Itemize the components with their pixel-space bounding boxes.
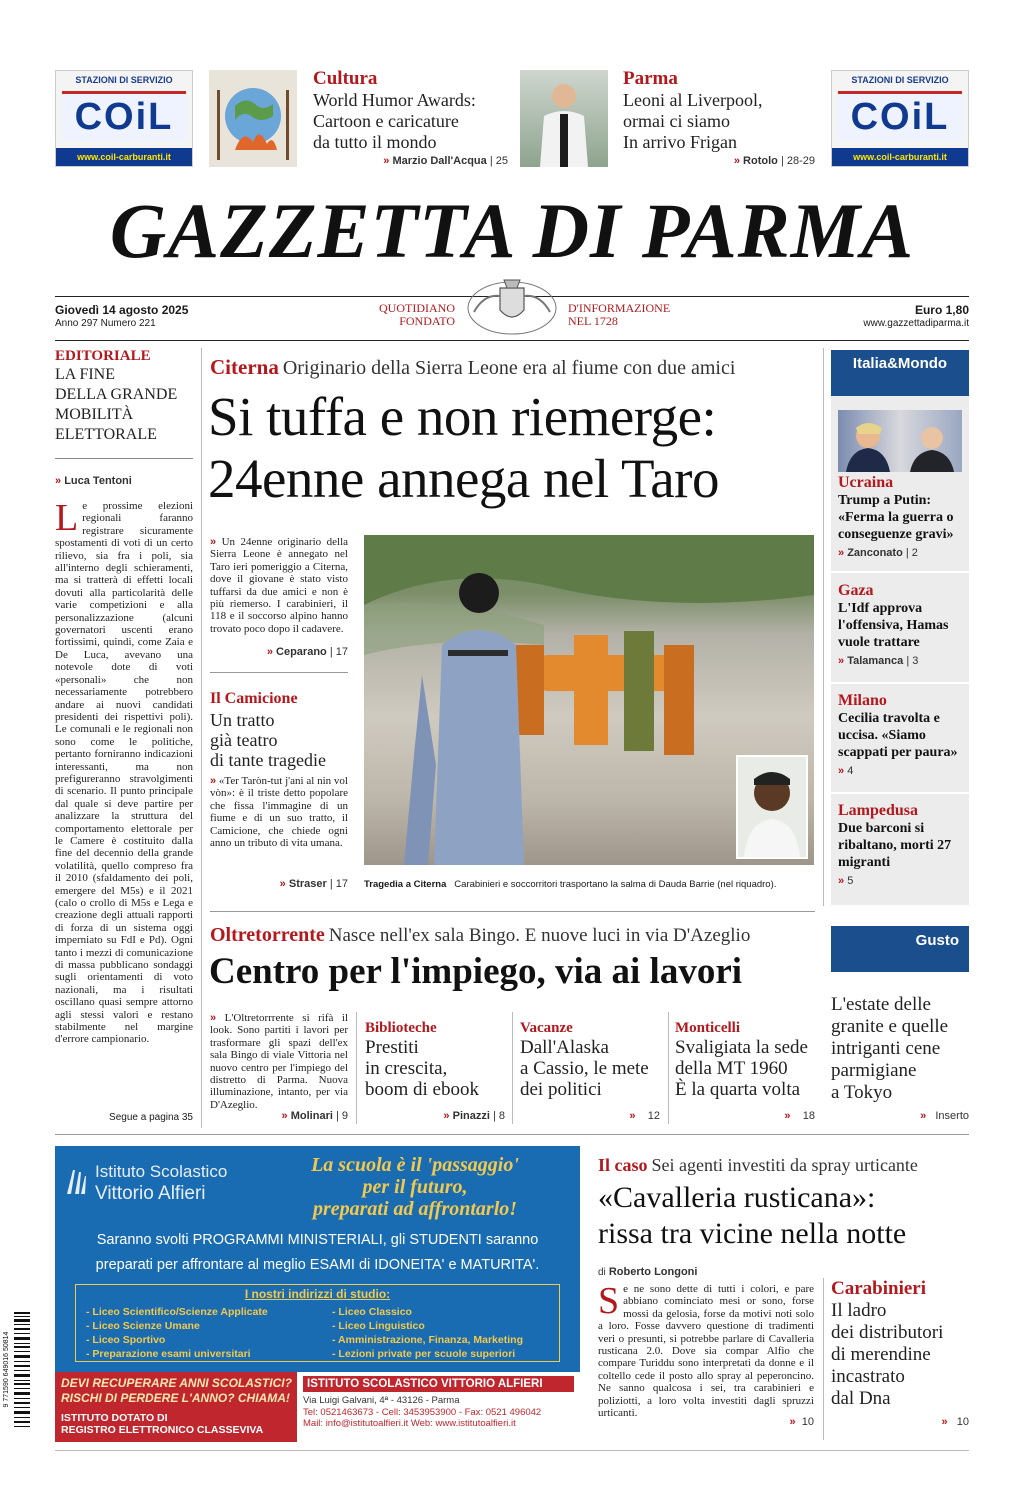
editorial-dropcap: L	[55, 500, 79, 539]
alfieri-slogan-2: per il futuro,	[362, 1176, 468, 1198]
im-item-1-byline	[838, 547, 966, 559]
brief-3-line-3: È la quarta volta	[675, 1079, 801, 1100]
caso-headline[interactable]	[598, 1180, 970, 1252]
below-fold-rule	[55, 1134, 969, 1135]
carabinieri[interactable]	[831, 1278, 971, 1410]
editorial-title-line-2: DELLA GRANDE	[55, 386, 178, 403]
im-item-2[interactable]	[838, 582, 966, 667]
chevron-right-icon: »	[383, 155, 390, 167]
alfieri-logo-icon	[65, 1166, 87, 1196]
camicione-text: «Ter Taròn-tut j'ani al nin vol vòn»: è il triste detto popolare che fissa l'immagine di un fiume e di un suo tratto, il Camicione, che chiede ogni anno un tributo di vita umana.	[210, 775, 348, 850]
im-item-4-page: 5	[847, 875, 854, 887]
lead-caption-kicker: Tragedia a Citerna	[364, 879, 447, 890]
brief-1-title	[365, 1037, 507, 1100]
oltretorrente-subhead: Nasce nell'ex sala Bingo. E nuove luci in via D'Azeglio	[328, 925, 751, 946]
camicione-title-line-1: Un tratto	[210, 710, 275, 730]
gusto-line-2: granite e quelle	[831, 1016, 949, 1037]
chevron-right-icon: »	[838, 655, 845, 667]
editorial-title	[55, 365, 193, 445]
masthead-title: GAZZETTA DI PARMA	[109, 187, 915, 274]
brief-1-author: Pinazzi	[452, 1110, 490, 1122]
oltretorrente-author: Molinari	[290, 1110, 333, 1122]
oltretorrente-kicker: Oltretorrente	[210, 924, 325, 946]
alfieri-contacts	[297, 1392, 580, 1430]
alfieri-reg-line-1: ISTITUTO DOTATO DI	[61, 1412, 168, 1424]
im-divider-1	[831, 571, 969, 573]
alfieri-left-item-1: - Liceo Scientifico/Scienze Applicate	[86, 1306, 268, 1318]
chevron-right-icon: »	[55, 475, 62, 487]
im-item-3-page: 4	[847, 765, 854, 777]
im-item-4-kicker: Lampedusa	[838, 802, 919, 819]
teaser-cultura-kicker: Cultura	[313, 68, 378, 89]
alfieri-list-left	[86, 1305, 268, 1361]
coil-ad-right[interactable]	[831, 70, 969, 167]
masthead-tag-right	[568, 302, 688, 328]
masthead-tag-left	[365, 302, 455, 328]
im-item-1-page: | 2	[905, 547, 918, 559]
alfieri-slogan	[255, 1154, 575, 1220]
caso-page-byline	[598, 1416, 814, 1428]
chevron-right-icon: »	[838, 765, 845, 777]
brief-3-line-1: Svaligiata la sede	[675, 1037, 808, 1058]
gusto-line-4: parmigiane	[831, 1060, 917, 1081]
teaser-cultura-line-1: World Humor Awards:	[313, 90, 476, 110]
teaser-cultura-author: Marzio Dall'Acqua	[392, 155, 487, 167]
parma-thumbnail[interactable]	[520, 70, 608, 167]
coil-ad-header: STAZIONI DI SERVIZIO	[851, 75, 949, 85]
caso-subhead: Sei agenti investiti da spray urticante	[651, 1155, 918, 1175]
brief-2-byline	[520, 1110, 660, 1122]
editorial-kicker: EDITORIALE	[55, 348, 151, 364]
im-item-3[interactable]	[838, 692, 966, 777]
lead-headline-line-1: Si tuffa e non riemerge:	[208, 386, 717, 447]
lead-headline[interactable]	[208, 386, 818, 510]
chevron-right-icon: »	[281, 1110, 288, 1122]
alfieri-brand-1: Istituto Scolastico	[95, 1162, 228, 1181]
coat-of-arms-icon	[462, 268, 562, 338]
chevron-right-icon: »	[443, 1110, 450, 1122]
caso-byline	[598, 1266, 697, 1278]
alfieri-mail[interactable]: Mail: info@istitutoalfieri.it Web: www.istitutoalfieri.it	[303, 1418, 516, 1429]
chevron-right-icon: »	[210, 1012, 217, 1024]
chevron-right-icon: »	[941, 1416, 948, 1428]
gusto-byline	[831, 1110, 969, 1122]
lead-photo[interactable]	[364, 535, 814, 865]
carabinieri-kicker: Carabinieri	[831, 1278, 926, 1299]
chevron-right-icon: »	[784, 1110, 791, 1122]
coil-url: www.coil-carburanti.it	[56, 148, 192, 166]
caso-kicker: Il caso	[598, 1155, 648, 1175]
lead-kicker: Citerna	[210, 355, 279, 379]
brief-monticelli[interactable]	[675, 1020, 820, 1100]
brief-3-line-2: della MT 1960	[675, 1058, 788, 1079]
teaser-parma-page: | 28-29	[780, 155, 815, 167]
im-item-4-byline	[838, 875, 966, 887]
carabinieri-page: 10	[956, 1416, 969, 1428]
chevron-right-icon: »	[266, 646, 273, 658]
carabinieri-line-4: incastrato	[831, 1366, 905, 1387]
editorial-rule	[55, 458, 193, 459]
caso-page: 10	[801, 1416, 814, 1428]
camicione-title-line-3: di tante tragedie	[210, 750, 326, 770]
camicione-title-line-2: già teatro	[210, 730, 278, 750]
masthead-date: Giovedì 14 agosto 2025	[55, 303, 189, 317]
brief-1-line-2: in crescita,	[365, 1058, 448, 1079]
camicione-kicker: Il Camicione	[210, 690, 298, 707]
carabinieri-byline	[831, 1416, 969, 1428]
alfieri-slogan-3: preparati ad affrontarlo!	[312, 1198, 518, 1220]
oltretorrente-subhead-row	[210, 924, 815, 947]
column-divider-right	[823, 348, 824, 906]
camicione-byline	[210, 878, 348, 890]
lead-headline-line-2: 24enne annega nel Taro	[208, 448, 719, 509]
im-item-1-author: Zanconato	[847, 547, 903, 559]
editorial-continue[interactable]: Segue a pagina 35	[109, 1112, 193, 1123]
oltretorrente-text: L'Oltretorrrente si rifà il look. Sono partiti i lavori per trasformare gli spazi dell'ex sala Bingo di viale Vittoria nel nuovo centro per l'impiego del distretto di Parma. Nuova illuminazione, intanto, per via D'Azeglio.	[210, 1012, 348, 1111]
editorial[interactable]	[55, 348, 193, 445]
oltretorrente-headline[interactable]: Centro per l'impiego, via ai lavori	[209, 951, 743, 992]
brief-2-kicker: Vacanze	[520, 1020, 573, 1036]
caso-by: di	[598, 1267, 606, 1278]
lead-subhead: Originario della Sierra Leone era al fiume con due amici	[282, 357, 736, 379]
masthead-tag-right-2: NEL 1728	[568, 314, 618, 328]
brief-1-line-3: boom di ebook	[365, 1079, 479, 1100]
alfieri-programs-box	[75, 1284, 560, 1362]
editorial-author: Luca Tentoni	[64, 475, 132, 487]
lead-byline	[210, 646, 348, 658]
gusto-line-5: a Tokyo	[831, 1082, 893, 1103]
masthead-tag-right-1: D'INFORMAZIONE	[568, 301, 671, 315]
camicione[interactable]	[210, 690, 350, 849]
caso-divider	[823, 1278, 824, 1440]
chevron-right-icon: »	[629, 1110, 636, 1122]
alfieri-address: Via Luigi Galvani, 4ª - 43126 - Parma	[303, 1395, 460, 1406]
brief-biblioteche[interactable]	[365, 1020, 507, 1100]
teaser-parma-kicker: Parma	[623, 68, 678, 89]
im-item-1[interactable]	[838, 474, 966, 559]
masthead-rule-bottom	[55, 340, 969, 341]
oltretorrente-body	[210, 1012, 348, 1111]
chevron-right-icon: »	[210, 775, 217, 787]
im-divider-2	[831, 682, 969, 684]
alfieri-list-right	[332, 1305, 523, 1361]
coil-ad-left[interactable]	[55, 70, 193, 167]
leaders-illustration	[838, 410, 962, 472]
editorial-title-line-3: MOBILITÀ	[55, 406, 134, 423]
brief-2-line-1: Dall'Alaska	[520, 1037, 609, 1058]
gusto-teaser[interactable]	[831, 994, 971, 1104]
brief-2-line-2: a Cassio, le mete	[520, 1058, 649, 1079]
brief-2-page: 12	[647, 1110, 660, 1122]
chevron-right-icon: »	[838, 875, 845, 887]
caso-subhead-row	[598, 1155, 970, 1176]
cultura-thumbnail[interactable]	[209, 70, 297, 167]
carabinieri-line-1: Il ladro	[831, 1300, 887, 1321]
editorial-title-line-4: ELETTORALE	[55, 426, 157, 443]
teaser-cultura-line-3: da tutto il mondo	[313, 132, 437, 152]
teaser-parma-line-1: Leoni al Liverpool,	[623, 90, 763, 110]
teaser-parma-line-3: In arrivo Frigan	[623, 132, 737, 152]
masthead-tag-left-1: QUOTIDIANO	[379, 301, 455, 315]
caso-body	[598, 1280, 814, 1420]
alfieri-body-2: preparati per affrontare al meglio ESAMI di IDONEITA' e MATURITA'.	[95, 1257, 540, 1273]
oltretorrente-page: | 9	[335, 1110, 348, 1122]
alfieri-phone[interactable]: Tel: 0521463673 - Cell: 3453953900 - Fax: 0521 496042	[303, 1406, 542, 1418]
editorial-text: e prossime elezioni regionali faranno registrare sicuramente spostamenti di voti di un certo rilievo, sia fra i poli, sia all'interno degli schieramenti, ma si tratterà di effetti locali dovuti alla particolarità delle varie competizioni e alla personalizzazione (alcuni governatori uscenti erano fortissimi, quindi, come Zaia e De Luca, avevano una notevole dote di voti «personali» che non necessariamente potrebbero andare ai nuovi candidati presidenti dei rispettivi poli). Le comunali e le regionali non sono come le politiche, pertanto forniranno indicazioni interessanti, ma non prefigureranno stravolgimenti di scenario. Il punto principale dal quale si deve partire per analizzare la struttura del comportamento elettorale per le Camere è costituito dalla fine del decennio della grande volatilità, quello compreso fra il 2010 (sfaldamento dei poli, emergere del M5s) e il 2021 (calo o crollo di M5s e Lega e creazione degli attuali rapporti di forza di un sistema oggi imperniato su FdI e Pd). Ogni tanto i mezzi di comunicazione di massa pubblicano sondaggi sugli orientamenti di voto nazionali, ma i risultati oscillano quasi sempre attorno agli stessi valori e restano stabilmente nel margine d'errore campionario.	[55, 500, 193, 1046]
im-item-4-title: Due barconi si ribaltano, morti 27 migranti	[838, 821, 952, 870]
editorial-byline	[55, 475, 132, 487]
brief-divider-3	[668, 1012, 669, 1124]
italia-mondo-header[interactable]: Italia&Mondo	[831, 350, 969, 396]
masthead-tag-left-2: FONDATO	[399, 314, 455, 328]
coil-ad-header: STAZIONI DI SERVIZIO	[75, 75, 173, 85]
alfieri-right-item-1: - Liceo Classico	[332, 1306, 412, 1318]
barcode-number: 9 771590 649016 50814	[3, 1331, 10, 1408]
lead-photo-caption	[364, 879, 814, 890]
brief-divider-2	[512, 1012, 513, 1124]
alfieri-red-line-2: RISCHI DI PERDERE L'ANNO? CHIAMA!	[61, 1391, 290, 1405]
im-item-2-title: L'Idf approva l'offensiva, Hamas vuole trattare	[838, 601, 949, 650]
alfieri-red-text	[55, 1372, 297, 1406]
brief-2-line-3: dei politici	[520, 1079, 602, 1100]
caso-text: e ne sono dette di tutti i colori, e pare abbiano cominciato mesi or sono, forse mossi da gelosia, forse da motivi noti solo a loro. Fosse davvero questione di tradimenti veri o presunti, si potrebbe parlare di Cavalleria rusticana 2.0. Dove sia compar Alfio che compare Turiddu sono interpretati da donne e il coltello cede il posto allo spray al peperoncino. Ne sanno qualcosa i sei, tra carabinieri e poliziotti, a loro volta investiti dagli spruzzi urticanti.	[598, 1283, 814, 1420]
barcode	[2, 1310, 32, 1435]
caso-author: Roberto Longoni	[608, 1266, 698, 1278]
alfieri-registro	[55, 1406, 297, 1436]
alfieri-name-box: ISTITUTO SCOLASTICO VITTORIO ALFIERI	[303, 1376, 574, 1392]
camicione-page: | 17	[329, 878, 348, 890]
alfieri-body-1: Saranno svolti PROGRAMMI MINISTERIALI, gli STUDENTI saranno	[96, 1232, 539, 1248]
alfieri-right-item-3: - Amministrazione, Finanza, Marketing	[332, 1334, 523, 1346]
brief-3-byline	[675, 1110, 815, 1122]
caso-headline-line-2: rissa tra vicine nella notte	[598, 1217, 907, 1250]
alfieri-red-line-1: DEVI RECUPERARE ANNI SCOLASTICI?	[61, 1376, 292, 1390]
coil-logo: COiL	[62, 91, 186, 141]
brief-divider-1	[356, 1012, 357, 1124]
alfieri-ad[interactable]	[55, 1146, 580, 1442]
teaser-parma-byline	[623, 155, 815, 167]
lead-body	[210, 536, 348, 635]
masthead-price: Euro 1,80	[914, 303, 969, 317]
brief-vacanze[interactable]	[520, 1020, 666, 1100]
caso-dropcap: S	[598, 1280, 620, 1322]
gusto-line-1: L'estate delle	[831, 994, 931, 1015]
im-item-1-title: Trump a Putin: «Ferma la guerra o conseguenze gravi»	[838, 493, 954, 542]
teaser-cultura-byline	[313, 155, 508, 167]
gusto-header[interactable]: Gusto	[831, 926, 969, 972]
coil-url: www.coil-carburanti.it	[832, 148, 968, 166]
victim-inset-photo[interactable]	[736, 755, 808, 859]
im-item-3-kicker: Milano	[838, 692, 887, 709]
column-divider-left	[201, 348, 202, 1128]
footballer-illustration	[520, 70, 608, 167]
camicione-rule	[210, 672, 348, 673]
im-item-2-kicker: Gaza	[838, 582, 874, 599]
teaser-parma[interactable]	[623, 68, 815, 167]
im-item-1-kicker: Ucraina	[838, 474, 894, 491]
brief-1-byline	[365, 1110, 505, 1122]
carabinieri-line-2: dei distributori	[831, 1322, 944, 1343]
globe-fire-illustration	[209, 70, 297, 167]
editorial-body	[55, 500, 193, 1112]
lead-text: Un 24enne originario della Sierra Leone è annegato nel Taro ieri pomeriggio a Citerna, dove il giovane è stato visto tuffarsi da due amici e non è più riemerso. I carabinieri, il 118 e il soccorso alpino hanno trovato poco dopo il cadavere.	[210, 536, 349, 635]
chevron-right-icon: »	[838, 547, 845, 559]
chevron-right-icon: »	[789, 1416, 796, 1428]
carabinieri-title	[831, 1300, 971, 1410]
brief-1-line-1: Prestiti	[365, 1037, 419, 1058]
camicione-title	[210, 710, 350, 770]
im-item-3-title: Cecilia travolta e uccisa. «Siamo scappati per paura»	[838, 711, 958, 760]
brief-1-kicker: Biblioteche	[365, 1020, 437, 1036]
masthead-website[interactable]: www.gazzettadiparma.it	[863, 318, 969, 329]
oltretorrente-rule	[210, 911, 815, 912]
carabinieri-line-5: dal Dna	[831, 1388, 891, 1409]
alfieri-left-item-3: - Liceo Sportivo	[86, 1334, 166, 1346]
gusto-page: Inserto	[935, 1110, 969, 1122]
im-item-2-byline	[838, 655, 966, 667]
lead-subhead-row	[210, 355, 815, 380]
alfieri-brand-2: Vittorio Alfieri	[95, 1183, 206, 1204]
im-item-2-page: | 3	[906, 655, 919, 667]
im-item-2-author: Talamanca	[847, 655, 904, 667]
alfieri-left-item-4: - Preparazione esami universitari	[86, 1348, 251, 1360]
chevron-right-icon: »	[279, 878, 286, 890]
teaser-cultura-page: | 25	[489, 155, 508, 167]
alfieri-slogan-1: La scuola è il 'passaggio'	[311, 1154, 519, 1176]
masthead-issue: Anno 297 Numero 221	[55, 318, 156, 329]
alfieri-reg-line-2: REGISTRO ELETTRONICO CLASSEVIVA	[61, 1424, 264, 1436]
footer-rule	[55, 1450, 969, 1451]
alfieri-right-item-2: - Liceo Linguistico	[332, 1320, 425, 1332]
camicione-body	[210, 775, 348, 849]
editorial-title-line-1: LA FINE	[55, 366, 115, 383]
teaser-cultura[interactable]	[313, 68, 508, 167]
teaser-parma-author: Rotolo	[743, 155, 778, 167]
camicione-author: Straser	[288, 878, 327, 890]
alfieri-right-item-4: - Lezioni private per scuole superiori	[332, 1348, 516, 1360]
gusto-line-3: intriganti cene	[831, 1038, 941, 1059]
brief-1-page: | 8	[492, 1110, 505, 1122]
brief-3-kicker: Monticelli	[675, 1020, 740, 1036]
chevron-right-icon: »	[733, 155, 740, 167]
chevron-right-icon: »	[920, 1110, 927, 1122]
im-item-4[interactable]	[838, 802, 966, 887]
coil-logo: COiL	[838, 91, 962, 141]
teaser-parma-line-2: ormai ci siamo	[623, 111, 730, 131]
alfieri-left-item-2: - Liceo Scienze Umane	[86, 1320, 200, 1332]
trump-putin-photo[interactable]	[838, 410, 962, 472]
brief-3-title	[675, 1037, 820, 1100]
alfieri-box-title: I nostri indirizzi di studio:	[244, 1287, 391, 1301]
oltretorrente-byline	[210, 1110, 348, 1122]
carabinieri-line-3: di merendine	[831, 1344, 931, 1365]
brief-2-title	[520, 1037, 666, 1100]
im-divider-3	[831, 792, 969, 794]
teaser-cultura-line-2: Cartoon e caricature	[313, 111, 459, 131]
lead-author: Ceparano	[276, 646, 327, 658]
alfieri-contact-panel	[297, 1372, 580, 1442]
alfieri-red-panel	[55, 1372, 297, 1442]
lead-caption-text: Carabinieri e soccorritori trasportano la salma di Dauda Barrie (nel riquadro).	[454, 879, 777, 890]
brief-3-page: 18	[802, 1110, 815, 1122]
chevron-right-icon: »	[210, 536, 217, 548]
portrait-illustration	[738, 757, 806, 857]
im-item-3-byline	[838, 765, 966, 777]
caso-headline-line-1: «Cavalleria rusticana»:	[598, 1181, 876, 1214]
lead-page: | 17	[329, 646, 348, 658]
alfieri-body	[55, 1228, 580, 1278]
